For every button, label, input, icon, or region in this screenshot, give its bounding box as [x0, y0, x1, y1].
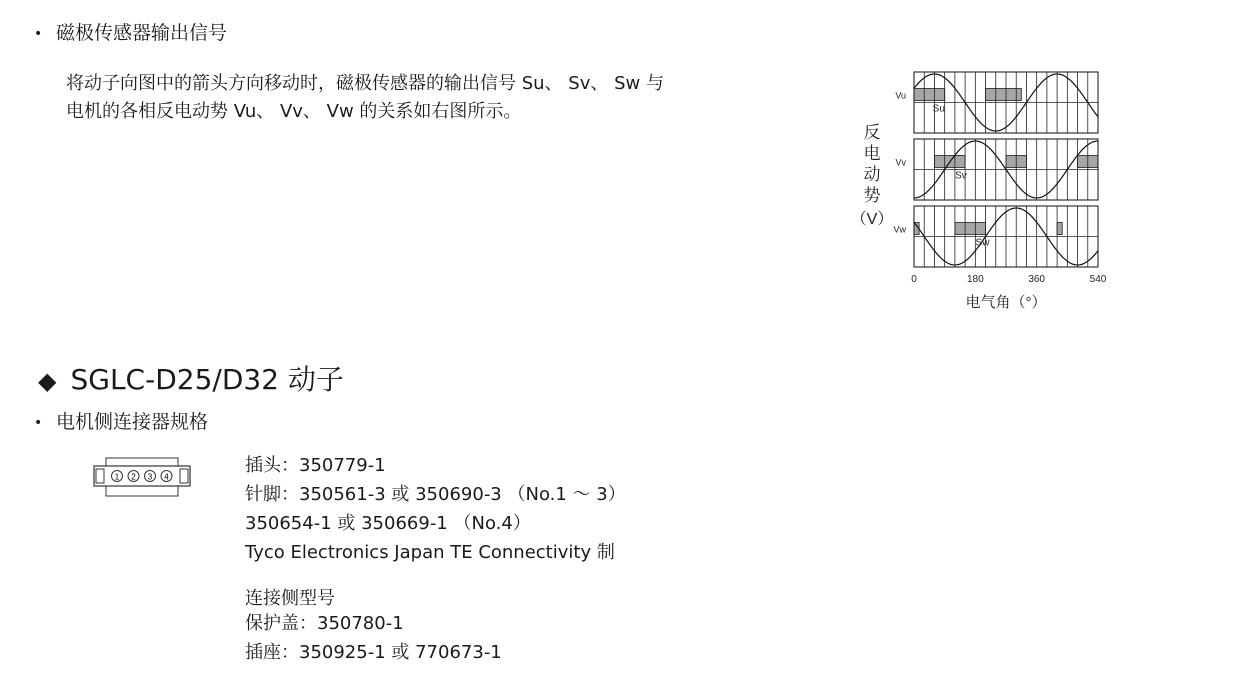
y-axis-label-char: 反	[863, 123, 881, 142]
spec-pins-no4: 350654-1 或 350669-1 （No.4）	[245, 513, 531, 534]
section1-title: 磁极传感器输出信号	[56, 22, 228, 44]
x-tick-label: 180	[966, 274, 984, 285]
connector-pin-label: 4	[164, 472, 169, 482]
sensor-label: Su	[932, 103, 945, 115]
section1-header	[34, 18, 227, 45]
mating-title: 连接侧型号	[245, 588, 335, 609]
spec-plug: 插头：350779-1	[245, 455, 386, 476]
y-axis-label-char: 势	[863, 186, 881, 205]
sensor-bar	[914, 89, 945, 101]
bullet: •	[34, 414, 43, 431]
diamond-icon: ◆	[38, 367, 57, 395]
y-axis-unit: （V）	[850, 211, 894, 228]
sensor-bar	[1057, 223, 1062, 235]
x-tick-label: 360	[1028, 274, 1046, 285]
x-tick-label: 540	[1089, 274, 1107, 285]
series-label: Vv	[895, 157, 906, 168]
section2-subtitle: 电机侧连接器规格	[56, 411, 209, 433]
y-axis-label-char: 动	[863, 165, 881, 184]
series-label: Vu	[895, 90, 906, 101]
connector-pin-label: 2	[131, 472, 136, 482]
connector-icon	[92, 457, 192, 499]
series-label: Vw	[893, 224, 906, 235]
mating-cover: 保护盖：350780-1	[245, 613, 404, 634]
section1-paragraph-line-2: 电机的各相反电动势 Vu、 Vv、 Vw 的关系如右图所示。	[66, 101, 522, 122]
spec-manufacturer: Tyco Electronics Japan TE Connectivity 制	[245, 542, 615, 563]
section1-paragraph-line-1: 将动子向图中的箭头方向移动时，磁极传感器的输出信号 Su、 Sv、 Sw 与	[66, 73, 664, 94]
section2-title: SGLC-D25/D32 动子	[70, 363, 344, 396]
sensor-label: Sv	[955, 170, 967, 182]
sensor-label: Sw	[975, 237, 990, 249]
sensor-signal-chart	[848, 62, 1118, 320]
y-axis-label-char: 电	[863, 144, 881, 163]
spec-pins: 针脚：350561-3 或 350690-3 （No.1 ～ 3）	[245, 484, 626, 505]
x-axis-label: 电气角（°）	[965, 294, 1047, 311]
connector-pin-label: 1	[114, 472, 120, 482]
mating-receptacle: 插座：350925-1 或 770673-1	[245, 642, 502, 663]
connector-pin-label: 3	[147, 472, 153, 482]
bullet: •	[34, 25, 43, 42]
section2-heading	[38, 358, 344, 398]
x-tick-label: 0	[911, 274, 917, 285]
sensor-bar	[955, 223, 986, 235]
section2-subheader	[34, 407, 208, 434]
